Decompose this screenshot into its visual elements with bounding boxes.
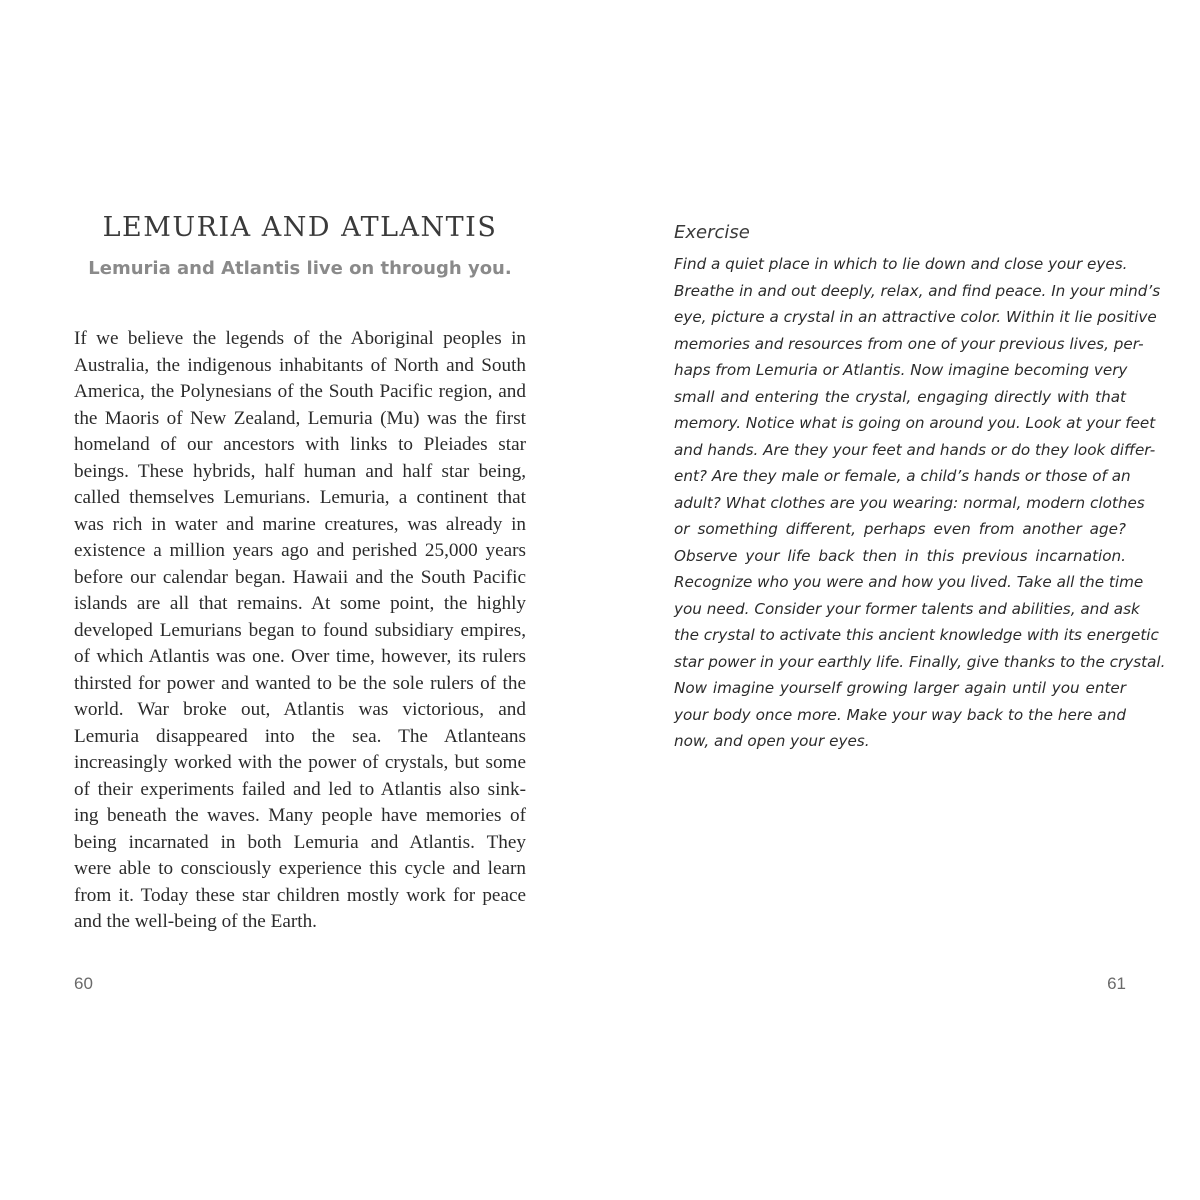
text-line: memories and resources from one of your previous lives, per-: [674, 334, 1144, 353]
text-line: or something different, perhaps even from another age?: [674, 520, 1126, 538]
text-line: and the well-being of the Earth.: [74, 911, 317, 932]
text-line: world. War broke out, Atlantis was victorious, and: [74, 699, 526, 720]
text-line: being incarnated in both Lemuria and Atlantis. They: [74, 831, 526, 853]
text-line: star power in your earthly life. Finally, give thanks to the crystal.: [674, 652, 1166, 671]
text-line: beings. These hybrids, half human and half star being,: [74, 460, 526, 482]
text-line: islands are all that remains. At some point, the highly: [74, 593, 526, 614]
text-line: America, the Polynesians of the South Pacific region, and: [74, 381, 526, 402]
text-line: Observe your life back then in this previous incarnation.: [674, 546, 1126, 565]
text-line: now, and open your eyes.: [674, 732, 870, 750]
text-line: the Maoris of New Zealand, Lemuria (Mu) was the first: [74, 407, 526, 429]
text-line: haps from Lemuria or Atlantis. Now imagine becoming very: [674, 361, 1128, 379]
text-line: Lemuria disappeared into the sea. The Atlanteans: [74, 725, 526, 747]
text-line: of their experiments failed and led to Atlantis also sink-: [74, 778, 526, 800]
text-line: your body once more. Make your way back to the here and: [674, 705, 1126, 724]
text-line: were able to consciously experience this cycle and learn: [74, 858, 526, 879]
text-line: homeland of our ancestors with links to Pleiades star: [74, 434, 526, 455]
text-line: of which Atlantis was one. Over time, however, its rulers: [74, 646, 526, 667]
page-number-right: 61: [1107, 974, 1126, 993]
exercise-heading: Exercise: [674, 222, 750, 243]
text-line: before our calendar began. Hawaii and the South Pacific: [74, 566, 526, 588]
text-line: ing beneath the waves. Many people have memories of: [74, 805, 526, 826]
text-line: memory. Notice what is going on around you. Look at your feet: [674, 414, 1156, 432]
text-line: ent? Are they male or female, a child’s hands or those of an: [674, 467, 1131, 485]
text-line: Recognize who you were and how you lived. Take all the time: [674, 573, 1144, 591]
text-line: eye, picture a crystal in an attractive color. Within it lie positive: [674, 308, 1157, 326]
text-line: increasingly worked with the power of crystals, but some: [74, 752, 526, 773]
text-line: from it. Today these star children mostly work for peace: [74, 884, 526, 906]
exercise-body: [674, 251, 1166, 755]
text-line: Australia, the indigenous inhabitants of North and South: [74, 354, 526, 376]
chapter-title: LEMURIA AND ATLANTIS: [102, 212, 498, 243]
text-line: the crystal to activate this ancient knowledge with its energetic: [674, 626, 1159, 644]
text-line: Now imagine yourself growing larger again until you enter: [674, 679, 1126, 697]
text-line: developed Lemurians began to found subsidiary empires,: [74, 619, 526, 641]
chapter-subtitle: Lemuria and Atlantis live on through you.: [88, 258, 512, 279]
text-line: thirsted for power and wanted to be the sole rulers of the: [74, 672, 526, 694]
text-line: you need. Consider your former talents and abilities, and ask: [674, 599, 1140, 618]
page-number-left: 60: [74, 974, 93, 993]
text-line: small and entering the crystal, engaging directly with that: [674, 387, 1126, 406]
text-line: Find a quiet place in which to lie down and close your eyes.: [674, 255, 1128, 273]
text-line: Breathe in and out deeply, relax, and find peace. In your mind’s: [674, 281, 1161, 300]
text-line: adult? What clothes are you wearing: normal, modern clothes: [674, 493, 1145, 512]
right-page: [600, 0, 1200, 1200]
text-line: was rich in water and marine creatures, was already in: [74, 513, 526, 535]
text-line: called themselves Lemurians. Lemuria, a continent that: [74, 487, 526, 508]
text-line: existence a million years ago and perished 25,000 years: [74, 540, 526, 561]
text-line: and hands. Are they your feet and hands or do they look differ-: [674, 440, 1156, 459]
chapter-body: [74, 326, 526, 936]
text-line: If we believe the legends of the Aboriginal peoples in: [74, 328, 526, 349]
